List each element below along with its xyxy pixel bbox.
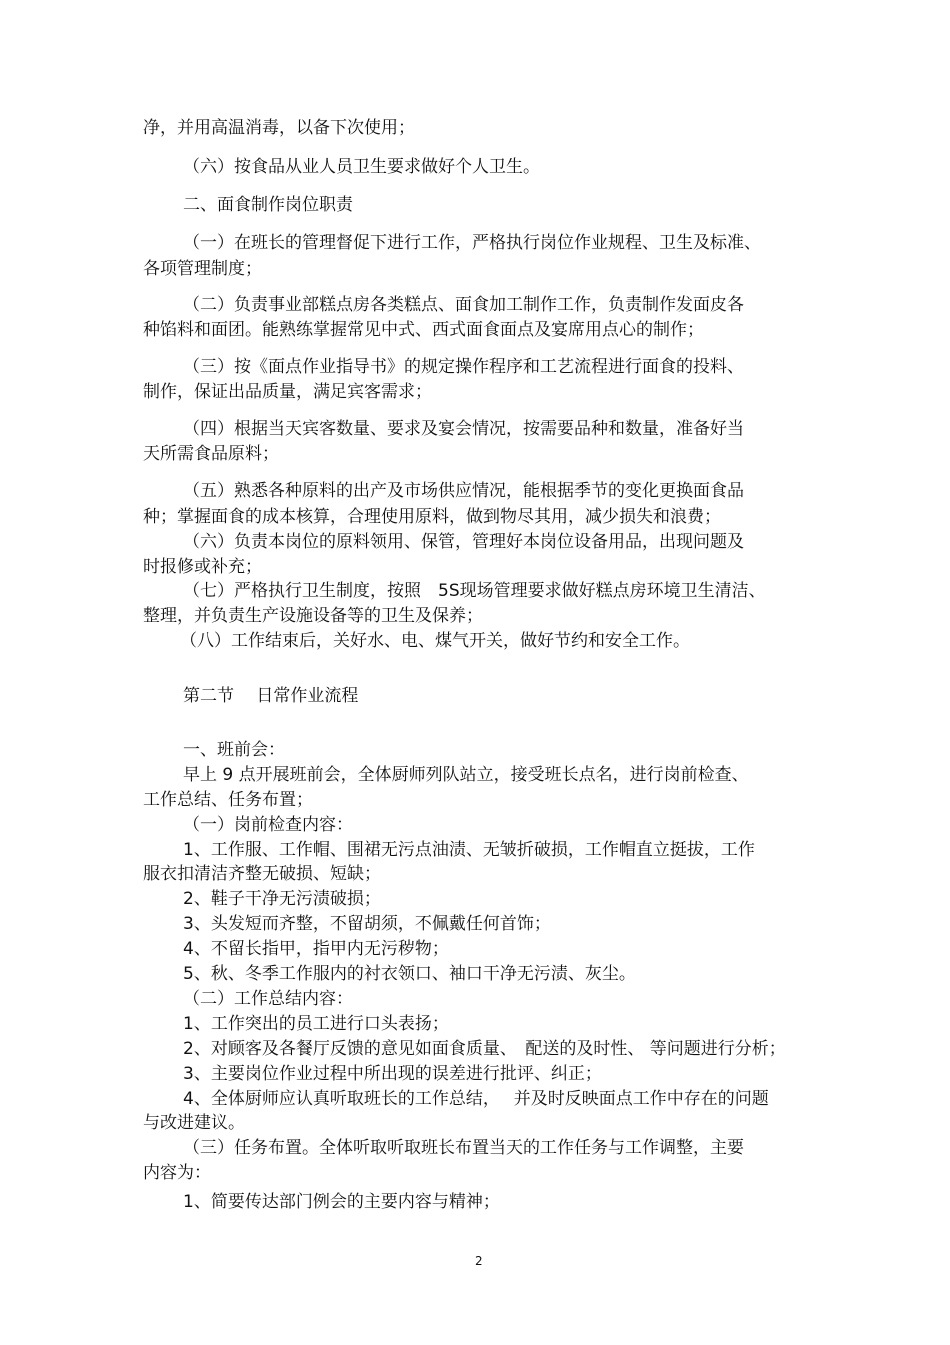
- text-line: 2、鞋子干净无污渍破损；: [183, 889, 381, 909]
- text-line: 制作，保证出品质量，满足宾客需求；: [143, 382, 432, 402]
- text-line: （二）负责事业部糕点房各类糕点、面食加工制作工作，负责制作发面皮各: [183, 295, 744, 315]
- text-line: 5、秋、冬季工作服内的衬衣领口、袖口干净无污渍、灰尘。: [183, 964, 636, 984]
- text-line: （二）工作总结内容：: [183, 989, 353, 1009]
- text-line: （三）按《面点作业指导书》的规定操作程序和工艺流程进行面食的投料、: [183, 357, 744, 377]
- text-line: 工作总结、任务布置；: [143, 790, 313, 810]
- text-line: （七）严格执行卫生制度，按照 5S现场管理要求做好糕点房环境卫生清洁、: [183, 581, 766, 601]
- text-line: 1、简要传达部门例会的主要内容与精神；: [183, 1192, 500, 1212]
- text-line: 与改进建议。: [143, 1113, 245, 1133]
- text-line: 种馅料和面团。能熟练掌握常见中式、西式面食面点及宴席用点心的制作；: [143, 320, 704, 340]
- text-line: 内容为：: [143, 1163, 211, 1183]
- page-number: 2: [475, 1254, 483, 1268]
- text-line: 时报修或补充；: [143, 557, 262, 577]
- text-line: （六）按食品从业人员卫生要求做好个人卫生。: [183, 157, 540, 177]
- text-line: （六）负责本岗位的原料领用、保管，管理好本岗位设备用品，出现问题及: [183, 532, 744, 552]
- section-heading: 一、班前会：: [183, 740, 285, 760]
- text-line: （八）工作结束后，关好水、电、煤气开关，做好节约和安全工作。: [180, 631, 690, 651]
- text-line: 天所需食品原料；: [143, 444, 279, 464]
- text-line: 4、全体厨师应认真听取班长的工作总结， 并及时反映面点工作中存在的问题: [183, 1089, 769, 1109]
- text-line: 3、头发短而齐整，不留胡须，不佩戴任何首饰；: [183, 914, 551, 934]
- text-line: 1、工作服、工作帽、围裙无污点油渍、无皱折破损，工作帽直立挺拔，工作: [183, 840, 755, 860]
- section-heading: 第二节 日常作业流程: [183, 686, 359, 706]
- text-line: 3、主要岗位作业过程中所出现的误差进行批评、纠正；: [183, 1064, 602, 1084]
- text-line: （一）岗前检查内容：: [183, 815, 353, 835]
- text-line: 净，并用高温消毒，以备下次使用；: [143, 118, 415, 138]
- text-line: （五）熟悉各种原料的出产及市场供应情况，能根据季节的变化更换面食品: [183, 481, 744, 501]
- text-line: 整理，并负责生产设施设备等的卫生及保养；: [143, 606, 483, 626]
- text-line: 1、工作突出的员工进行口头表扬；: [183, 1014, 449, 1034]
- text-line: 2、对顾客及各餐厅反馈的意见如面食质量、 配送的及时性、 等问题进行分析；: [183, 1039, 786, 1059]
- text-line: 种；掌握面食的成本核算，合理使用原料，做到物尽其用，减少损失和浪费；: [143, 507, 721, 527]
- text-line: （四）根据当天宾客数量、要求及宴会情况，按需要品种和数量，准备好当: [183, 419, 744, 439]
- section-heading: 二、面食制作岗位职责: [183, 195, 353, 215]
- text-line: 4、不留长指甲，指甲内无污秽物；: [183, 939, 449, 959]
- text-line: 服衣扣清洁齐整无破损、短缺；: [143, 864, 381, 884]
- text-line: （一）在班长的管理督促下进行工作，严格执行岗位作业规程、卫生及标准、: [183, 233, 761, 253]
- text-line: （三）任务布置。全体听取听取班长布置当天的工作任务与工作调整，主要: [183, 1138, 744, 1158]
- text-line: 早上 9 点开展班前会，全体厨师列队站立，接受班长点名，进行岗前检查、: [183, 765, 749, 785]
- text-line: 各项管理制度；: [143, 259, 262, 279]
